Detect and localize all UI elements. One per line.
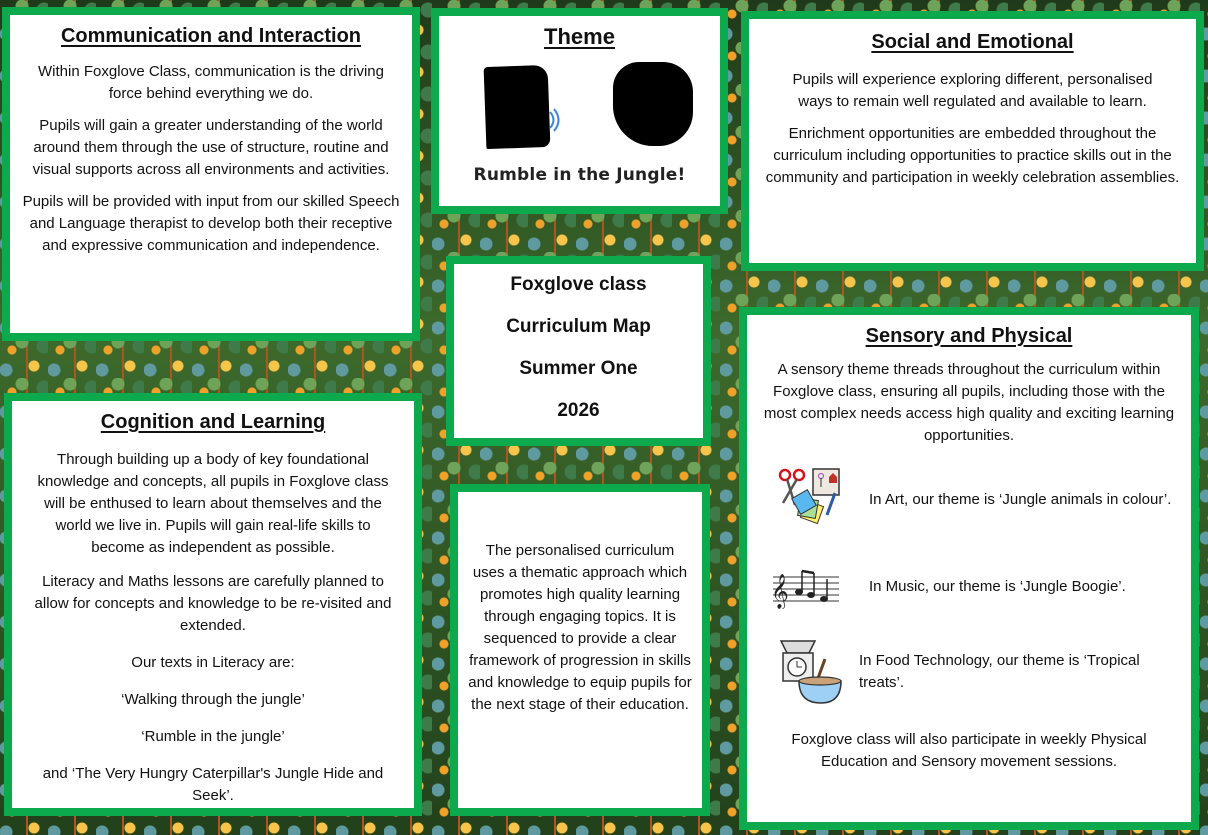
personalised-text: The personalised curriculum uses a thematic approach which promotes high quality learning through engaging topics. It is sequenced to provide a clear framework of progression in skills and knowledge to equip pupils for the next stage of their education. (468, 542, 692, 713)
year: 2026 (557, 400, 600, 421)
personalised-curriculum-panel (450, 484, 710, 816)
sensory-title: Sensory and Physical (865, 325, 1073, 347)
art-scissors-icon (777, 467, 847, 533)
redacted-book-cover-icon (484, 65, 551, 149)
literacy-text-item: ‘Walking through the jungle’ (121, 691, 305, 708)
sensory-physical-panel (739, 307, 1199, 830)
social-paragraph: Pupils will experience exploring different, personalised ways to remain well regulated and available to learn. (792, 71, 1153, 110)
redacted-book-cover-icon (613, 62, 693, 146)
music-notes-icon (771, 565, 841, 609)
document-title: Curriculum Map (506, 316, 651, 337)
sensory-intro: A sensory theme threads throughout the curriculum within Foxglove class, ensuring all pupils, including those with the most complex needs access high quality and exciting learning opportunities. (763, 361, 1175, 444)
subject-music-text: In Music, our theme is ‘Jungle Boogie’. (869, 578, 1126, 595)
theme-caption: Rumble in the Jungle! (473, 165, 686, 185)
subject-art-text: In Art, our theme is ‘Jungle animals in colour’. (869, 491, 1172, 508)
food-scales-bowl-icon (779, 639, 845, 705)
curriculum-map-title-panel (446, 256, 711, 446)
cognition-paragraph: Literacy and Maths lessons are carefully planned to allow for concepts and knowledge to be re-visited and extended. (34, 573, 392, 634)
literacy-text-item: ‘Rumble in the jungle’ (141, 728, 285, 745)
social-paragraph: Enrichment opportunities are embedded throughout the curriculum including opportunities to practice skills out in the community and participation in weekly celebration assemblies. (765, 125, 1180, 186)
sensory-footer: Foxglove class will also participate in weekly Physical Education and Sensory movement sessions. (791, 731, 1147, 770)
svg-text:𝄞: 𝄞 (771, 574, 789, 609)
communication-interaction-panel (2, 7, 420, 341)
cognition-paragraph: Through building up a body of key foundational knowledge and concepts, all pupils in Foxglove class will be enthused to learn about themselves and the world we live in. Pupils will gain real-life skills to become as independent as possible. (37, 451, 389, 556)
literacy-text-item: and ‘The Very Hungry Caterpillar's Jungle Hide and Seek’. (42, 765, 384, 804)
cognition-title: Cognition and Learning (100, 411, 326, 433)
subject-art (759, 467, 1179, 533)
term-name: Summer One (519, 358, 638, 379)
subject-music (759, 565, 1179, 609)
sound-wave-icon (547, 106, 563, 134)
social-emotional-panel (741, 11, 1204, 271)
theme-images (447, 56, 712, 156)
social-title: Social and Emotional (871, 31, 1074, 53)
subject-food-text: In Food Technology, our theme is ‘Tropical treats’. (859, 652, 1140, 691)
communication-paragraph: Pupils will be provided with input from our skilled Speech and Language therapist to develop both their receptive and expressive communication and independence. (22, 193, 400, 254)
communication-paragraph: Within Foxglove Class, communication is the driving force behind everything we do. (38, 63, 384, 102)
communication-paragraph: Pupils will gain a greater understanding of the world around them through the use of structure, routine and visual supports across all environments and activities. (32, 117, 390, 178)
class-name: Foxglove class (510, 274, 647, 295)
literacy-texts-label: Our texts in Literacy are: (131, 654, 295, 671)
communication-title: Communication and Interaction (60, 25, 362, 47)
theme-panel (431, 8, 728, 214)
theme-title: Theme (544, 24, 615, 49)
subject-food-technology (759, 639, 1179, 705)
cognition-learning-panel (4, 393, 422, 816)
